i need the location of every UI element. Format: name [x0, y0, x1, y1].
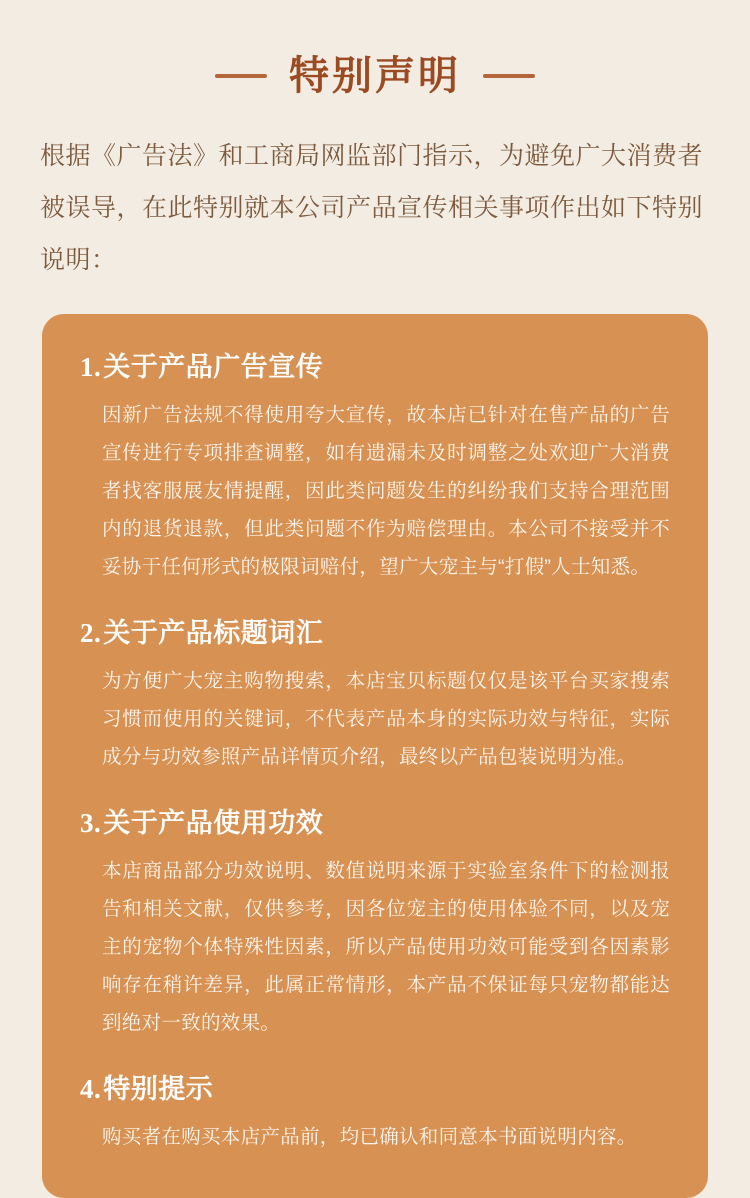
section-2-heading: 关于产品标题词汇 [103, 618, 324, 648]
statement-card [42, 314, 708, 1198]
section-4-number: 4. [80, 1074, 102, 1104]
section-1-title [80, 344, 670, 390]
section-1-number: 1. [80, 352, 102, 382]
statement-section-1 [80, 344, 670, 586]
statement-section-2 [80, 610, 670, 776]
horizontal-rule-right-icon [483, 74, 535, 78]
statement-section-4 [80, 1066, 670, 1156]
page-header [0, 0, 750, 96]
section-3-body: 本店商品部分功效说明、数值说明来源于实验室条件下的检测报告和相关文献，仅供参考，因各位宠主的使用体验不同，以及宠主的宠物个体特殊性因素，所以产品使用功效可能受到各因素影响存在稍许差异，此属正常情形，本产品不保证每只宠物都能达到绝对一致的效果。 [102, 860, 670, 1034]
section-2-number: 2. [80, 618, 102, 648]
intro-paragraph: 根据《广告法》和工商局网监部门指示，为避免广大消费者被误导，在此特别就本公司产品宣传相关事项作出如下特别说明： [40, 142, 704, 274]
section-4-body: 购买者在购买本店产品前，均已确认和同意本书面说明内容。 [102, 1126, 637, 1148]
section-2-title [80, 610, 670, 656]
section-3-title [80, 800, 670, 846]
page-title: 特别声明 [289, 54, 461, 98]
statement-section-3 [80, 800, 670, 1042]
section-4-heading: 特别提示 [103, 1074, 214, 1104]
section-1-body: 因新广告法规不得使用夸大宣传，故本店已针对在售产品的广告宣传进行专项排查调整，如有遗漏未及时调整之处欢迎广大消费者找客服展友情提醒，因此类问题发生的纠纷我们支持合理范围内的退货退款，但此类问题不作为赔偿理由。本公司不接受并不妥协于任何形式的极限词赔付，望广大宠主与“打假”人士知悉。 [102, 404, 670, 578]
section-2-body: 为方便广大宠主购物搜索，本店宝贝标题仅仅是该平台买家搜索习惯而使用的关键词，不代表产品本身的实际功效与特征，实际成分与功效参照产品详情页介绍，最终以产品包装说明为准。 [102, 670, 670, 768]
horizontal-rule-left-icon [215, 74, 267, 78]
section-1-heading: 关于产品广告宣传 [103, 352, 324, 382]
section-4-title [80, 1066, 670, 1112]
section-3-heading: 关于产品使用功效 [103, 808, 324, 838]
section-3-number: 3. [80, 808, 102, 838]
